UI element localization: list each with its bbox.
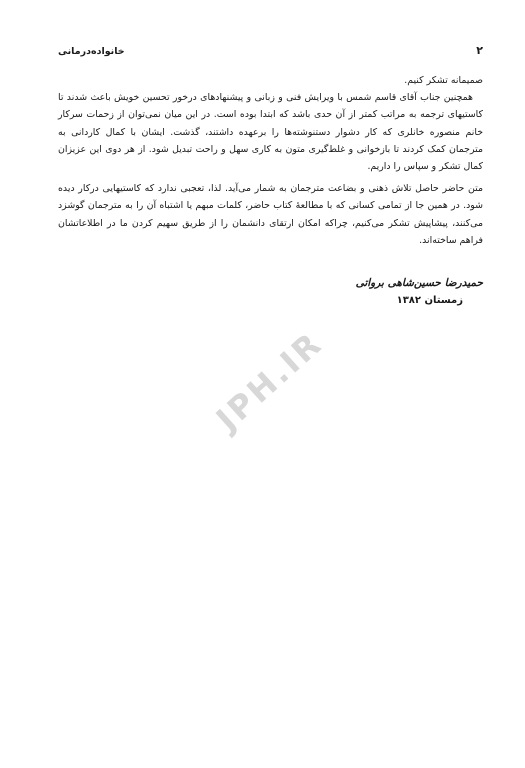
body-text <box>58 72 483 249</box>
signature-block <box>263 274 483 310</box>
signature-date: زمستان ۱۳۸۲ <box>396 295 463 306</box>
watermark: JPH.IR <box>208 323 331 439</box>
signature-name: حمیدرضا حسین‌شاهی برواتی <box>355 277 483 289</box>
paragraph-1: صمیمانه تشکر کنیم. <box>404 75 483 86</box>
page-number: ۲ <box>476 44 483 57</box>
paragraph-2: همچنین جناب آقای قاسم شمس با ویرایش فنی و زبانی و پیشنهادهای درخور تحسین خویش باعث شدند تا کاستیهای ترجمه به مراتب کمتر از آن حدی باشد که ابتدا بوده است. در این میان نمی‌توان از زحمات سرکار خانم منصوره خانلری که کار دشوار دستنوشته‌ها را برعهده داشتند، گذشت. ایشان با کمال کاردانی به مترجمان کمک کردند تا بازخوانی و غلط‌گیری متون به کاری سهل و راحت تبدیل شود. از هر دوی این عزیزان کمال تشکر و سپاس را داریم. <box>58 92 483 173</box>
page-header <box>58 44 483 62</box>
running-title: خانواده‌درمانی <box>58 46 125 57</box>
paragraph-3: متن حاضر حاصل تلاش ذهنی و بضاعت مترجمان به شمار می‌آید. لذا، تعجبی ندارد که کاستیهایی درکار دیده شود. در همین جا از تمامی کسانی که با مطالعهٔ کتاب حاضر، کلمات مبهم یا اشتباه آن را به مترجمان گوشزد می‌کنند، پیشاپیش تشکر می‌کنیم، چراکه امکان ارتقای دانشمان را از طریق سهیم کردن ما در اطلاعاتشان فراهم ساخته‌اند. <box>58 183 483 246</box>
